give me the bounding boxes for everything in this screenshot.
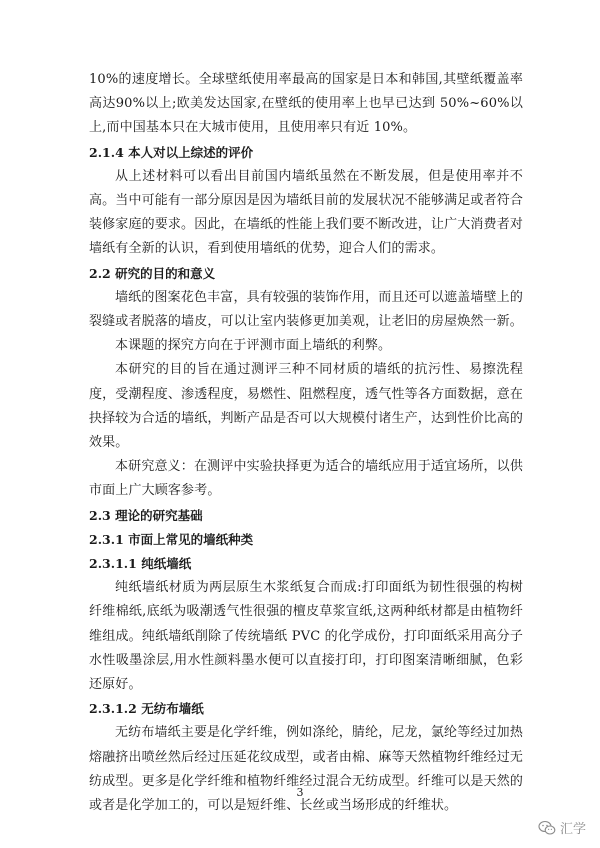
section-heading-2-3-1: 2.3.1 市面上常见的墙纸种类 bbox=[89, 531, 254, 547]
section-heading-2-3-1-2: 2.3.1.2 无纺布墙纸 bbox=[89, 701, 204, 717]
document-body bbox=[89, 68, 523, 818]
section-heading-2-1-4: 2.1.4 本人对以上综述的评价 bbox=[89, 144, 254, 160]
section-heading-2-3: 2.3 理论的研究基础 bbox=[89, 507, 203, 523]
paragraph-2-2-a: 墙纸的图案花色丰富，具有较强的装饰作用，而且还可以遮盖墙壁上的裂缝或者脱落的墙皮，可以让室内装修更加美观，让老旧的房屋焕然一新。 bbox=[89, 289, 523, 330]
watermark-text: 汇学 bbox=[559, 822, 586, 837]
paragraph-2-1-4: 从上述材料可以看出目前国内墙纸虽然在不断发展，但是使用率并不高。当中可能有一部分原因是因为墙纸目前的发展状况不能够满足或者符合装修家庭的要求。因此，在墙纸的性能上我们要不断改进，让广大消费者对墙纸有全新的认识，看到使用墙纸的优势，迎合人们的需求。 bbox=[89, 168, 523, 257]
page-number: 3 bbox=[296, 786, 304, 799]
watermark bbox=[538, 818, 586, 837]
paragraph-2-3-1-2: 无纺布墙纸主要是化学纤维，例如涤纶，腈纶，尼龙，氯纶等经过加热熔融挤出喷丝然后经过压延花纹成型，或者由棉、麻等天然植物纤维经过无纺成型。更多是化学纤维和植物纤维经过混合无纺成型。纤维可以是天然的或者是化学加工的，可以是短纤维、长丝或当场形成的纤维状。 bbox=[89, 725, 523, 814]
paragraph-2-2-b: 本课题的探究方向在于评测市面上墙纸的利弊。 bbox=[115, 338, 392, 354]
intro-paragraph: 10%的速度增长。全球壁纸使用率最高的国家是日本和韩国,其壁纸覆盖率高达90%以上;欧美发达国家,在壁纸的使用率上也早已达到 50%~60%以上,而中国基本只在大城市使用，且使用率只有近 10%。 bbox=[89, 72, 523, 136]
wechat-icon bbox=[538, 820, 556, 836]
section-heading-2-3-1-1: 2.3.1.1 纯纸墙纸 bbox=[89, 556, 192, 572]
section-heading-2-2: 2.2 研究的目的和意义 bbox=[89, 265, 216, 281]
paragraph-2-2-d: 本研究意义：在测评中实验抉择更为适合的墙纸应用于适宜场所，以供市面上广大顾客参考。 bbox=[89, 459, 523, 499]
paragraph-2-2-c: 本研究的目的旨在通过测评三种不同材质的墙纸的抗污性、易擦洗程度，受潮程度、渗透程度，易燃性、阻燃程度，透气性等各方面数据，意在抉择较为合适的墙纸，判断产品是否可以大规模付诸生产，达到性价比高的效果。 bbox=[89, 362, 523, 451]
paragraph-2-3-1-1: 纯纸墙纸材质为两层原生木浆纸复合而成:打印面纸为韧性很强的构树纤维棉纸,底纸为吸潮透气性很强的檀皮草浆宣纸,这两种纸材都是由植物纤维组成。纯纸墙纸削除了传统墙纸 PVC 的化学成份，打印面纸采用高分子水性吸墨涂层,用水性颜料墨水便可以直接打印，打印图案清晰细腻，色彩还原好。 bbox=[89, 580, 523, 693]
